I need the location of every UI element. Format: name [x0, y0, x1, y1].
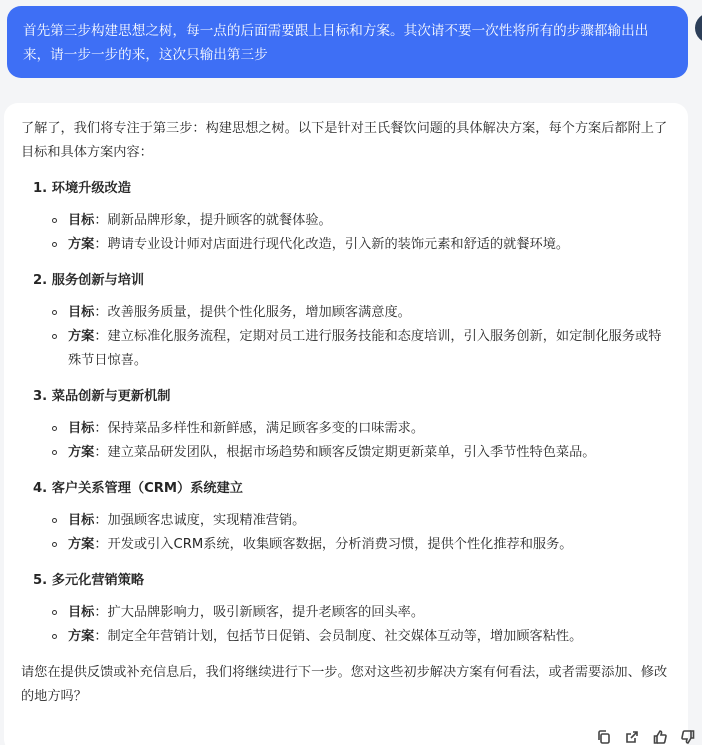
solution-section	[21, 477, 671, 557]
copy-icon[interactable]	[594, 727, 614, 745]
section-item-list	[21, 601, 671, 649]
item-label: 方案	[68, 537, 95, 552]
bullet-icon	[52, 542, 57, 547]
item-label: 方案	[68, 329, 95, 344]
item-label: 目标	[68, 421, 95, 436]
bullet-icon	[52, 610, 57, 615]
assistant-message-card	[4, 103, 688, 745]
bullet-icon	[52, 518, 57, 523]
message-actions	[594, 727, 698, 745]
bullet-icon	[52, 450, 57, 455]
section-item-list	[21, 209, 671, 257]
list-item	[68, 625, 671, 649]
item-text: ：扩大品牌影响力，吸引新顾客，提升老顾客的回头率。	[94, 605, 425, 620]
item-label: 目标	[68, 605, 95, 620]
bullet-icon	[52, 426, 57, 431]
item-text: ：开发或引入CRM系统，收集顾客数据，分析消费习惯，提供个性化推荐和服务。	[94, 537, 573, 552]
list-item	[68, 441, 671, 465]
item-text: ：加强顾客忠诚度，实现精准营销。	[94, 513, 306, 528]
section-title: 5. 多元化营销策略	[33, 573, 145, 588]
section-title: 1. 环境升级改造	[33, 181, 131, 196]
item-text: ：聘请专业设计师对店面进行现代化改造，引入新的装饰元素和舒适的就餐环境。	[94, 237, 570, 252]
solution-section	[21, 269, 671, 373]
solution-section	[21, 177, 671, 257]
item-label: 方案	[68, 237, 95, 252]
item-text: ：刷新品牌形象，提升顾客的就餐体验。	[94, 213, 332, 228]
list-item	[68, 533, 671, 557]
assistant-intro: 了解了，我们将专注于第三步：构建思想之树。以下是针对王氏餐饮问题的具体解决方案，每个方案后都附上了目标和具体方案内容：	[21, 121, 668, 160]
solution-section	[21, 569, 671, 649]
user-message-text: 首先第三步构建思想之树，每一点的后面需要跟上目标和方案。其次请不要一次性将所有的步骤都输出出来，请一步一步的来，这次只输出第三步	[23, 23, 649, 63]
section-item-list	[21, 417, 671, 465]
list-item	[68, 209, 671, 233]
bullet-icon	[52, 218, 57, 223]
list-item	[68, 301, 671, 325]
section-title: 2. 服务创新与培训	[33, 273, 145, 288]
item-label: 方案	[68, 629, 95, 644]
list-item	[68, 417, 671, 441]
list-item	[68, 325, 671, 373]
item-text: ：保持菜品多样性和新鲜感，满足顾客多变的口味需求。	[94, 421, 425, 436]
list-item	[68, 233, 671, 257]
solution-section	[21, 385, 671, 465]
user-message-bubble	[7, 6, 688, 78]
item-text: ：建立菜品研发团队，根据市场趋势和顾客反馈定期更新菜单，引入季节性特色菜品。	[94, 445, 596, 460]
bullet-icon	[52, 242, 57, 247]
section-title: 3. 菜品创新与更新机制	[33, 389, 171, 404]
share-icon[interactable]	[622, 727, 642, 745]
bullet-icon	[52, 634, 57, 639]
item-label: 目标	[68, 305, 95, 320]
assistant-closing: 请您在提供反馈或补充信息后，我们将继续进行下一步。您对这些初步解决方案有何看法，或者需要添加、修改的地方吗？	[21, 665, 668, 704]
list-item	[68, 509, 671, 533]
section-title: 4. 客户关系管理（CRM）系统建立	[33, 481, 243, 496]
bullet-icon	[52, 310, 57, 315]
bullet-icon	[52, 334, 57, 339]
item-text: ：建立标准化服务流程，定期对员工进行服务技能和态度培训，引入服务创新，如定制化服务或特殊节日惊喜。	[68, 329, 662, 368]
section-item-list	[21, 509, 671, 557]
section-item-list	[21, 301, 671, 373]
item-text: ：制定全年营销计划，包括节日促销、会员制度、社交媒体互动等，增加顾客粘性。	[94, 629, 583, 644]
thumbs-up-icon[interactable]	[650, 727, 670, 745]
item-label: 目标	[68, 513, 95, 528]
thumbs-down-icon[interactable]	[678, 727, 698, 745]
item-text: ：改善服务质量，提供个性化服务，增加顾客满意度。	[94, 305, 411, 320]
list-item	[68, 601, 671, 625]
avatar[interactable]	[695, 13, 702, 43]
item-label: 方案	[68, 445, 95, 460]
item-label: 目标	[68, 213, 95, 228]
